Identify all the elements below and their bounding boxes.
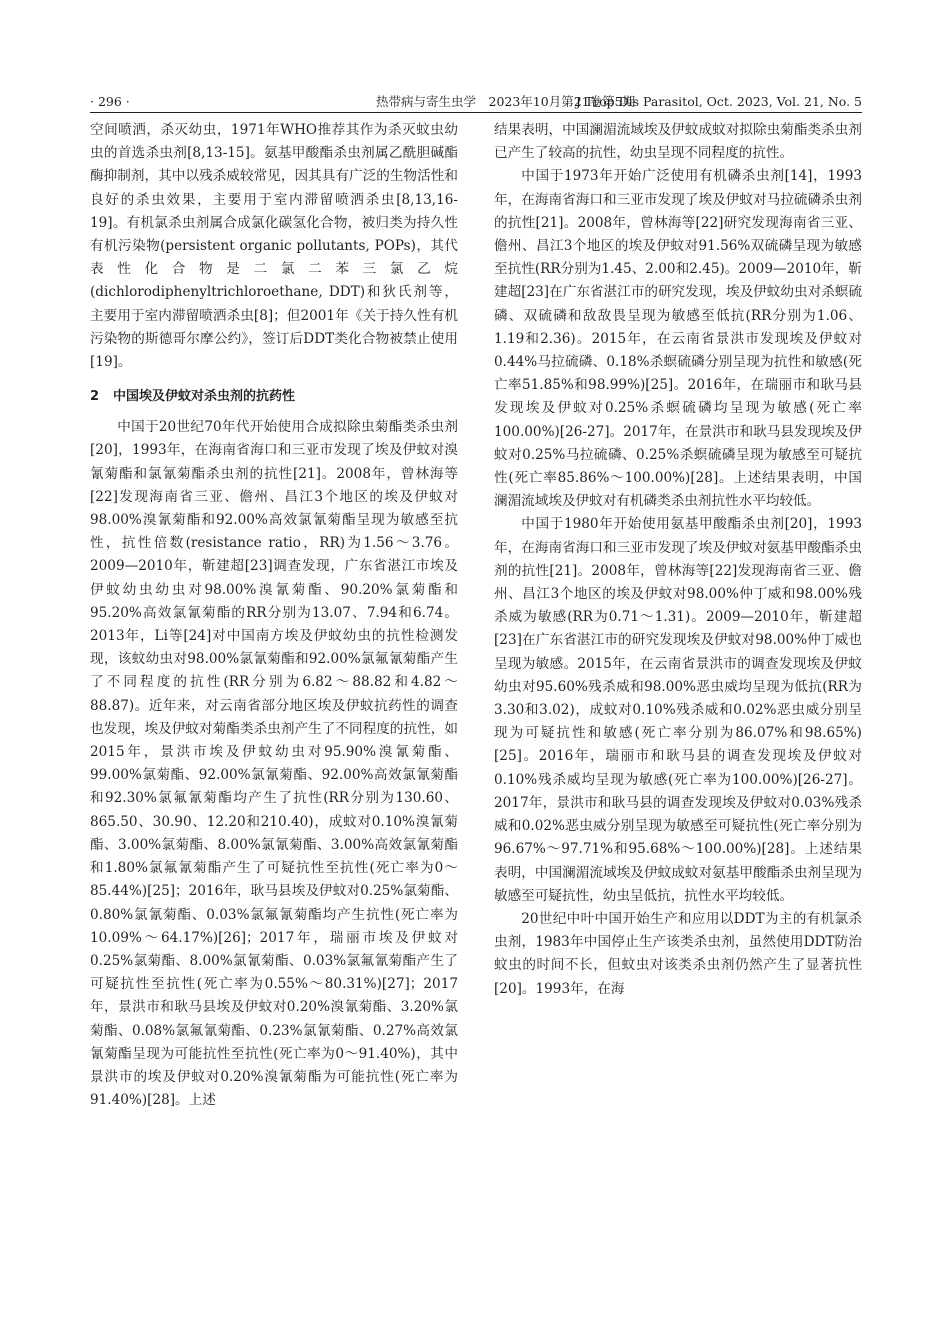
right-column (494, 119, 862, 1001)
journal-title-cn: 热带病与寄生虫学 2023年10月第21卷第5期 (376, 94, 636, 109)
section-title: 中国埃及伊蚊对杀虫剂的抗药性 (113, 389, 296, 405)
running-header (90, 92, 862, 113)
section-heading (90, 386, 458, 408)
paragraph: 中国于20世纪70年代开始使用合成拟除虫菊酯类杀虫剂[20]，1993年，在海南省海口和三亚市发现了埃及伊蚊对溴氰菊酯和氯氰菊酯杀虫剂的抗性[21]。2008年，曾林海等[22]发现海南省三亚、儋州、昌江3个地区的埃及伊蚊对98.00%溴氰菊酯和92.00%高效氯氰菊酯呈现为敏感至抗性，抗性倍数(resistance ratio，RR)为1.56～3.76。2009—2010年，靳建超[23]调查发现，广东省湛江市埃及伊蚊幼虫幼虫对98.00%溴氰菊酯、90.20%氯菊酯和95.20%高效氯氰菊酯的RR分别为13.07、7.94和6.74。2013年，Li等[24]对中国南方埃及伊蚊幼虫的抗性检测发现，该蚊幼虫对98.00%氯氰菊酯和92.00%氯氟氰菊酯产生了不同程度的抗性(RR分别为6.82～88.82和4.82～88.87)。近年来，对云南省部分地区埃及伊蚊抗药性的调查也发现，埃及伊蚊对菊酯类杀虫剂产生了不同程度的抗性，如2015年，景洪市埃及伊蚊幼虫对95.90%溴氰菊酯、99.00%氯菊酯、92.00%氯氰菊酯、92.00%高效氯氰菊酯和92.30%氯氟氰菊酯均产生了抗性(RR分别为130.60、865.50、30.90、12.20和210.40)，成蚊对0.10%溴氰菊酯、3.00%氯菊酯、8.00%氯氰菊酯、3.00%高效氯氰菊酯和1.80%氯氟氰菊酯产生了可疑抗性至抗性(死亡率为0～85.44%)[25]；2016年，耿马县埃及伊蚊对0.25%氯菊酯、0.80%氯氰菊酯、0.03%氯氟氰菊酯均产生抗性(死亡率为10.09%～64.17%)[26]；2017年，瑞丽市埃及伊蚊对0.25%氯菊酯、8.00%氯氰菊酯、0.03%氯氟氰菊酯产生了可疑抗性至抗性(死亡率为0.55%～80.31%)[27]；2017年，景洪市和耿马县埃及伊蚊对0.20%溴氰菊酯、3.20%氯菊酯、0.08%氯氟氰菊酯、0.23%氯氰菊酯、0.27%高效氯氰菊酯呈现为可能抗性至抗性(死亡率为0～91.40%)，其中景洪市的埃及伊蚊对0.20%溴氰菊酯为可能抗性(死亡率为91.40%)[28]。上述 (90, 419, 458, 1109)
paragraph: 中国于1980年开始使用氨基甲酸酯杀虫剂[20]，1993年，在海南省海口和三亚市发现了埃及伊蚊对氨基甲酸酯杀虫剂的抗性[21]。2008年，曾林海等[22]发现海南省三亚、儋州、昌江3个地区的埃及伊蚊对98.00%仲丁威和98.00%残杀威为敏感(RR为0.71～1.31)。2009—2010年，靳建超[23]在广东省湛江市的研究发现埃及伊蚊对98.00%仲丁威也呈现为敏感。2015年，在云南省景洪市的调查发现埃及伊蚊幼虫对95.60%残杀威和98.00%恶虫威均呈现为低抗(RR为3.30和3.02)，成蚊对0.10%残杀威和0.02%恶虫威分别呈现为可疑抗性和敏感(死亡率分别为86.07%和98.65%)[25]。2016年，瑞丽市和耿马县的调查发现埃及伊蚊对0.10%残杀威均呈现为敏感(死亡率为100.00%)[26-27]。2017年，景洪市和耿马县的调查发现埃及伊蚊对0.03%残杀威和0.02%恶虫威分别呈现为敏感至可疑抗性(死亡率分别为96.67%～97.71%和95.68%～100.00%)[28]。上述结果表明，中国澜湄流域埃及伊蚊成蚊对氨基甲酸酯杀虫剂呈现为敏感至可疑抗性，幼虫呈低抗，抗性水平均较低。 (494, 516, 862, 904)
paragraph: 20世纪中叶中国开始生产和应用以DDT为主的有机氯杀虫剂，1983年中国停止生产该类杀虫剂，虽然使用DDT防治蚊虫的时间不长，但蚊虫对该类杀虫剂仍然产生了显著抗性[20]。1993年，在海 (494, 910, 862, 997)
section-number: 2 (90, 389, 100, 405)
paragraph: 结果表明，中国澜湄流域埃及伊蚊成蚊对拟除虫菊酯类杀虫剂已产生了较高的抗性，幼虫呈现不同程度的抗性。 (494, 122, 862, 162)
paragraph: 空间喷洒，杀灭幼虫，1971年WHO推荐其作为杀灭蚊虫幼虫的首选杀虫剂[8,13-15]。氨基甲酸酯杀虫剂属乙酰胆碱酯酶抑制剂，其中以残杀威较常见，因其具有广泛的生物活性和良好的杀虫效果，主要用于室内滞留喷洒杀虫[8,13,16-19]。有机氯杀虫剂属合成氯化碳氢化合物，被归类为持久性有机污染物(persistent organic pollutants, POPs)，其代表性化合物是二氯二苯三氯乙烷(dichlorodiphenyltrichloroethane, DDT)和狄氏剂等，主要用于室内滞留喷洒杀虫[8]；但2001年《关于持久性有机污染物的斯德哥尔摩公约》，签订后DDT类化合物被禁止使用[19]。 (90, 122, 458, 371)
paragraph: 中国于1973年开始广泛使用有机磷杀虫剂[14]，1993年，在海南省海口和三亚市发现了埃及伊蚊对马拉硫磷杀虫剂的抗性[21]。2008年，曾林海等[22]研究发现海南省三亚、儋州、昌江3个地区的埃及伊蚊对91.56%双硫磷呈现为敏感至抗性(RR分别为1.45、2.00和2.45)。2009—2010年，靳建超[23]在广东省湛江市的研究发现，埃及伊蚊幼虫对杀螟硫磷、双硫磷和敌敌畏呈现为敏感至低抗(RR分别为1.06、1.19和2.36)。2015年，在云南省景洪市发现埃及伊蚊对0.44%马拉硫磷、0.18%杀螟硫磷分别呈现为抗性和敏感(死亡率51.85%和98.99%)[25]。2016年，在瑞丽市和耿马县发现埃及伊蚊对0.25%杀螟硫磷均呈现为敏感(死亡率100.00%)[26-27]。2017年，在景洪市和耿马县发现埃及伊蚊对0.25%马拉硫磷、0.25%杀螟硫磷呈现为敏感至可疑抗性(死亡率85.86%～100.00%)[28]。上述结果表明，中国澜湄流域埃及伊蚊对有机磷类杀虫剂抗性水平均较低。 (494, 168, 862, 510)
journal-title-en: J Trop Dis Parasitol, Oct. 2023, Vol. 21, No. 5 (575, 94, 862, 109)
left-column (90, 119, 458, 1112)
page-number: · 296 · (90, 94, 130, 109)
